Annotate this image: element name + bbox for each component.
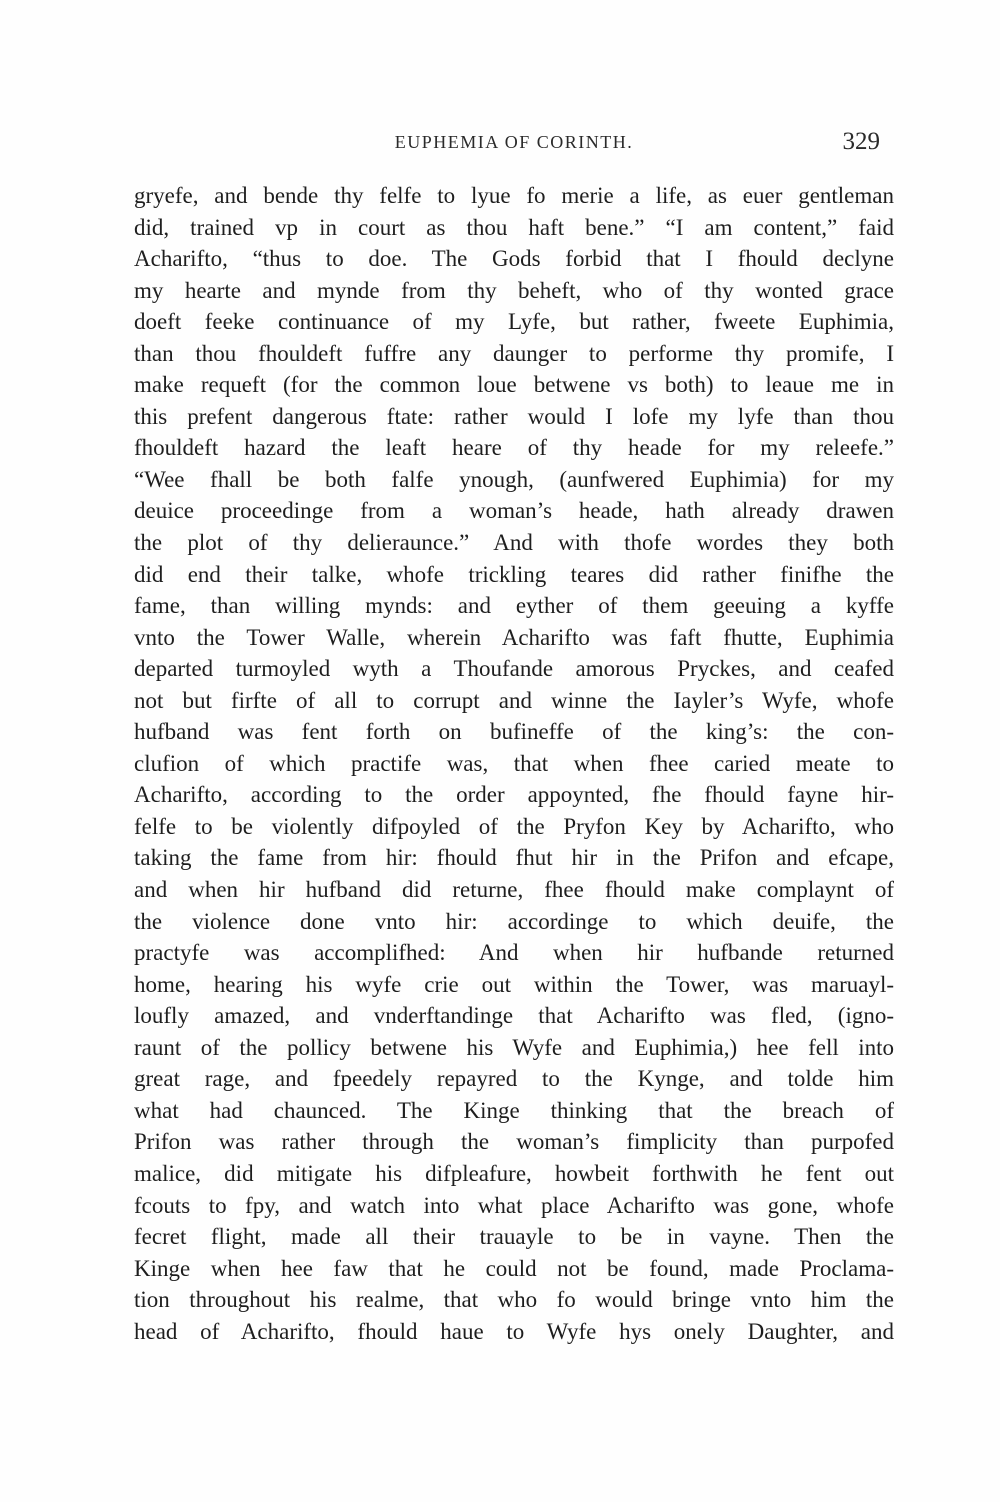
text-line: tion throughout his realme, that who fo would bringe vnto him the (134, 1287, 894, 1313)
text-line: loufly amazed, and vnderftandinge that Acharifto was fled, (igno- (134, 1003, 894, 1029)
running-head (134, 128, 894, 158)
text-line: fame, than willing mynds: and eyther of them geeuing a kyffe (134, 593, 894, 619)
text-line: not but firfte of all to corrupt and winne the Iayler’s Wyfe, whofe (134, 687, 894, 713)
text-line: head of Acharifto, fhould haue to Wyfe hys onely Daughter, and (134, 1318, 894, 1344)
text-line: departed turmoyled wyth a Thoufande amorous Pryckes, and ceafed (134, 656, 894, 682)
text-line: and when hir hufband did returne, fhee fhould make complaynt of (134, 877, 894, 903)
text-line: fhouldeft hazard the leaft heare of thy heade for my releefe.” (134, 435, 894, 461)
page-number: 329 (842, 128, 880, 155)
text-line: clufion of which practife was, that when fhee caried meate to (134, 750, 894, 776)
text-line: “Wee fhall be both falfe ynough, (aunfwered Euphimia) for my (134, 466, 894, 492)
text-line: home, hearing his wyfe crie out within the Tower, was maruayl- (134, 971, 894, 997)
body-text (134, 180, 894, 1347)
text-line: the violence done vnto hir: accordinge to which deuife, the (134, 908, 894, 934)
text-line: Prifon was rather through the woman’s fimplicity than purpofed (134, 1129, 894, 1155)
text-line: did, trained vp in court as thou haft bene.” “I am content,” faid (134, 214, 894, 240)
text-line: practyfe was accomplifhed: And when hir hufbande returned (134, 940, 894, 966)
text-line: Acharifto, “thus to doe. The Gods forbid that I fhould declyne (134, 246, 894, 272)
text-line: raunt of the pollicy betwene his Wyfe and Euphimia,) hee fell into (134, 1034, 894, 1060)
text-line: vnto the Tower Walle, wherein Acharifto was faft fhutte, Euphimia (134, 624, 894, 650)
text-line: taking the fame from hir: fhould fhut hir in the Prifon and efcape, (134, 845, 894, 871)
text-line: what had chaunced. The Kinge thinking that the breach of (134, 1097, 894, 1123)
text-line: felfe to be violently difpoyled of the Pryfon Key by Acharifto, who (134, 813, 894, 839)
text-line: Acharifto, according to the order appoynted, fhe fhould fayne hir- (134, 782, 894, 808)
text-line: did end their talke, whofe trickling teares did rather finifhe the (134, 561, 894, 587)
text-line: than thou fhouldeft fuffre any daunger to performe thy promife, I (134, 340, 894, 366)
text-line: gryefe, and bende thy felfe to lyue fo merie a life, as euer gentleman (134, 183, 894, 208)
text-line: this prefent dangerous ftate: rather would I lofe my lyfe than thou (134, 403, 894, 429)
text-line: deuice proceedinge from a woman’s heade, hath already drawen (134, 498, 894, 524)
text-line: fecret flight, made all their trauayle to be in vayne. Then the (134, 1224, 894, 1250)
text-line: make requeft (for the common loue betwene vs both) to leaue me in (134, 372, 894, 398)
text-line: malice, did mitigate his difpleafure, howbeit forthwith he fent out (134, 1160, 894, 1186)
text-line: fcouts to fpy, and watch into what place Acharifto was gone, whofe (134, 1192, 894, 1218)
text-line: my hearte and mynde from thy beheft, who of thy wonted grace (134, 277, 894, 303)
text-line: Kinge when hee faw that he could not be found, made Proclama- (134, 1255, 894, 1281)
text-line: the plot of thy delieraunce.” And with thofe wordes they both (134, 530, 894, 556)
text-line: great rage, and fpeedely repayred to the Kynge, and tolde him (134, 1066, 894, 1092)
text-line: doeft feeke continuance of my Lyfe, but rather, fweete Euphimia, (134, 309, 894, 335)
running-title: EUPHEMIA OF CORINTH. (394, 132, 634, 152)
text-line: hufband was fent forth on bufineffe of the king’s: the con- (134, 719, 894, 745)
